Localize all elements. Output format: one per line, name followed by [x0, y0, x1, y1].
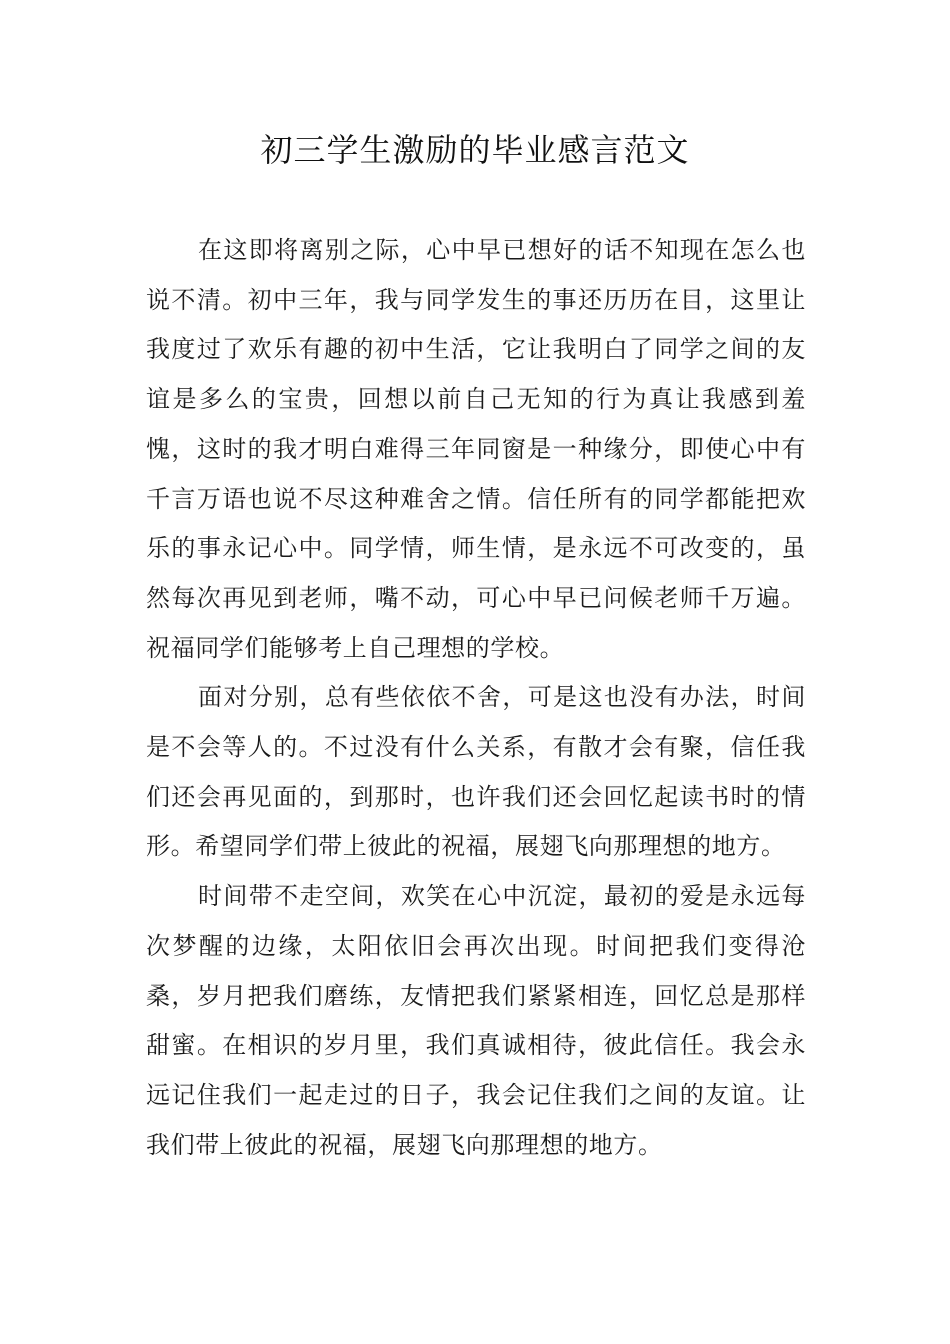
paragraph: 在这即将离别之际，心中早已想好的话不知现在怎么也说不清。初中三年，我与同学发生的事还历历在目，这里让我度过了欢乐有趣的初中生活，它让我明白了同学之间的友谊是多么的宝贵，回想以前自己无知的行为真让我感到羞愧，这时的我才明白难得三年同窗是一种缘分，即使心中有千言万语也说不尽这种难舍之情。信任所有的同学都能把欢乐的事永记心中。同学情，师生情，是永远不可改变的，虽然每次再见到老师，嘴不动，可心中早已问候老师千万遍。祝福同学们能够考上自己理想的学校。 [146, 236, 806, 662]
document-body [146, 226, 806, 1170]
page-title: 初三学生激励的毕业感言范文 [260, 131, 690, 169]
paragraph: 面对分别，总有些依依不舍，可是这也没有办法，时间是不会等人的。不过没有什么关系，有散才会有聚，信任我们还会再见面的，到那时，也许我们还会回忆起读书时的情形。希望同学们带上彼此的祝福，展翅飞向那理想的地方。 [146, 683, 806, 861]
paragraph: 时间带不走空间，欢笑在心中沉淀，最初的爱是永远每次梦醒的边缘，太阳依旧会再次出现。时间把我们变得沧桑，岁月把我们磨练，友情把我们紧紧相连，回忆总是那样甜蜜。在相识的岁月里，我们真诚相待，彼此信任。我会永远记住我们一起走过的日子，我会记住我们之间的友谊。让我们带上彼此的祝福，展翅飞向那理想的地方。 [146, 882, 806, 1159]
